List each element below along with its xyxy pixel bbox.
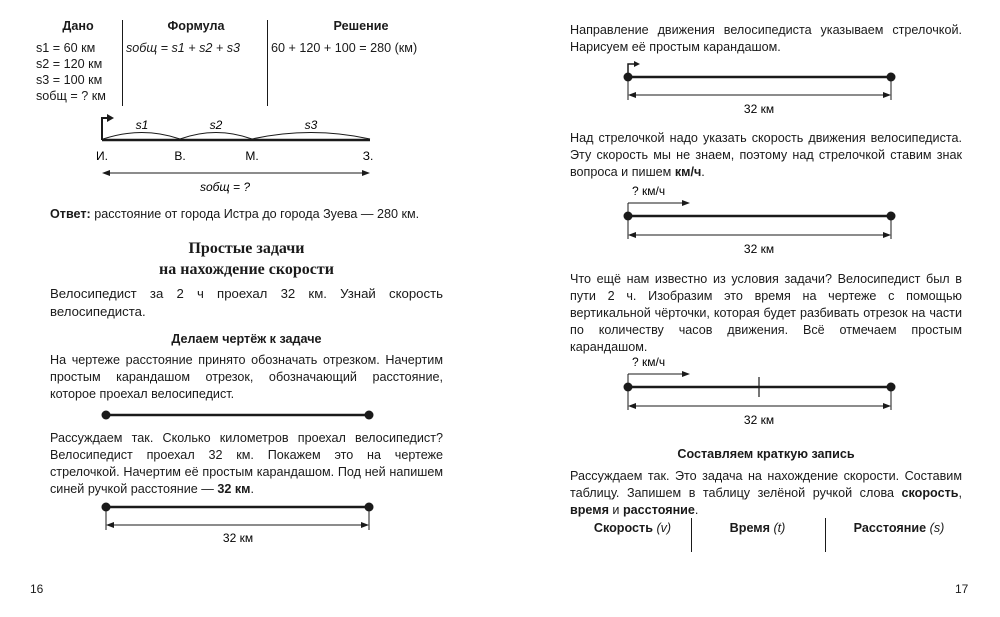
answer-paragraph — [50, 206, 443, 223]
arrow-head-icon — [107, 114, 114, 122]
table-header-formula: Формула — [167, 19, 225, 33]
distance-label: 32 км — [222, 531, 254, 545]
given-item: s1 = 60 км — [36, 41, 96, 55]
speed-label: ? км/ч — [632, 355, 666, 369]
subheading: Составляем краткую запись — [677, 447, 855, 461]
arrow-right-icon — [883, 92, 891, 98]
arc-s2 — [180, 133, 252, 140]
arrow-left-icon — [102, 170, 110, 176]
endpoint-dot — [102, 411, 111, 420]
distance-label: 32 км — [743, 413, 775, 427]
arrow-left-icon — [628, 232, 636, 238]
table-divider — [825, 518, 826, 552]
table-divider — [691, 518, 692, 552]
segment-label: s2 — [209, 118, 223, 132]
paragraph: Рассуждаем так. Сколько километров проехал велосипедист? Велосипедист проехал 32 км. Покажем это на чертеже стрелочкой. Начертим её простым карандашом. Под ней напишем синей ручкой расстояние — 32 км. — [50, 431, 443, 496]
given-item: s2 = 120 км — [36, 57, 103, 71]
distance-label: 32 км — [743, 242, 775, 256]
section-title-line2: на нахождение скорости — [159, 261, 334, 278]
arrow-left-icon — [628, 92, 636, 98]
arrow-left-icon — [106, 522, 114, 528]
paragraph: Рассуждаем так. Это задача на нахождение скорости. Составим таблицу. Запишем в таблицу зелёной ручкой слова скорость, время и расстояние. — [570, 469, 962, 517]
speed-label: ? км/ч — [632, 184, 666, 198]
table-divider — [122, 20, 123, 106]
arrow-right-icon — [682, 200, 690, 206]
subheading: Делаем чертёж к задаче — [171, 332, 322, 346]
arrow-left-icon — [628, 403, 636, 409]
arrow-right-icon — [361, 522, 369, 528]
table-header-solution: Решение — [333, 19, 389, 33]
table-header-speed: Скорость (v) — [593, 521, 672, 535]
segment-speed-diagram — [618, 183, 903, 259]
arrow-right-icon — [362, 170, 370, 176]
distance-label: 32 км — [743, 102, 775, 116]
table-header-given: Дано — [62, 19, 94, 33]
segment-with-distance — [100, 500, 380, 550]
paragraph: Что ещё нам известно из условия задачи? Велосипедист был в пути 2 ч. Изобразим это время на чертеже с помощью вертикальной чёрточки, которая будет разбивать отрезок на части по количеству часов движения. Всё отмечаем простым карандашом. — [570, 272, 962, 354]
point-label: В. — [174, 149, 186, 163]
point-label: З. — [362, 149, 374, 163]
formula-text: sобщ = s1 + s2 + s3 — [126, 41, 241, 55]
point-label: М. — [245, 149, 259, 163]
answer-label: Ответ: — [50, 207, 91, 221]
page-number: 16 — [30, 582, 44, 596]
paragraph: Направление движения велосипедиста указываем стрелочкой. Нарисуем её простым карандашом. — [570, 23, 962, 54]
point-label: И. — [96, 149, 108, 163]
total-label: sобщ = ? — [200, 180, 250, 194]
paragraph: Над стрелочкой надо указать скорость движения велосипедиста. Эту скорость мы не знаем, поэтому над стрелочкой ставим знак вопроса и пишем км/ч. — [570, 131, 962, 179]
segment-time-diagram — [618, 354, 903, 430]
arrow-right-icon — [883, 232, 891, 238]
section-title: Простые задачи — [188, 240, 305, 257]
given-item: s3 = 100 км — [36, 73, 103, 87]
segment-diagram — [100, 408, 380, 424]
solution-text: 60 + 120 + 100 = 280 (км) — [271, 41, 418, 55]
table-header-time: Время (t) — [729, 521, 786, 535]
arrow-right-icon — [682, 371, 690, 377]
segment-direction-diagram — [618, 58, 903, 120]
given-item: sобщ = ? км — [36, 89, 106, 103]
page-number: 17 — [955, 582, 969, 596]
answer-text: расстояние от города Истра до города Зуева — 280 км. — [90, 207, 420, 221]
table-header-distance: Расстояние (s) — [853, 521, 945, 535]
right-page — [500, 0, 1000, 617]
table-divider — [267, 20, 268, 106]
arc-s3 — [252, 133, 370, 140]
route-diagram — [85, 108, 385, 196]
paragraph: На чертеже расстояние принято обозначать отрезком. Начертим простым карандашом отрезок, обозначающий расстояние, которое проехал велосипедист. — [50, 353, 443, 401]
arrow-right-icon — [883, 403, 891, 409]
problem-text: Велосипедист за 2 ч проехал 32 км. Узнай скорость велосипедиста. — [50, 286, 443, 319]
arc-s1 — [103, 133, 180, 140]
segment-label: s3 — [304, 118, 318, 132]
segment-label: s1 — [135, 118, 149, 132]
endpoint-dot — [365, 411, 374, 420]
